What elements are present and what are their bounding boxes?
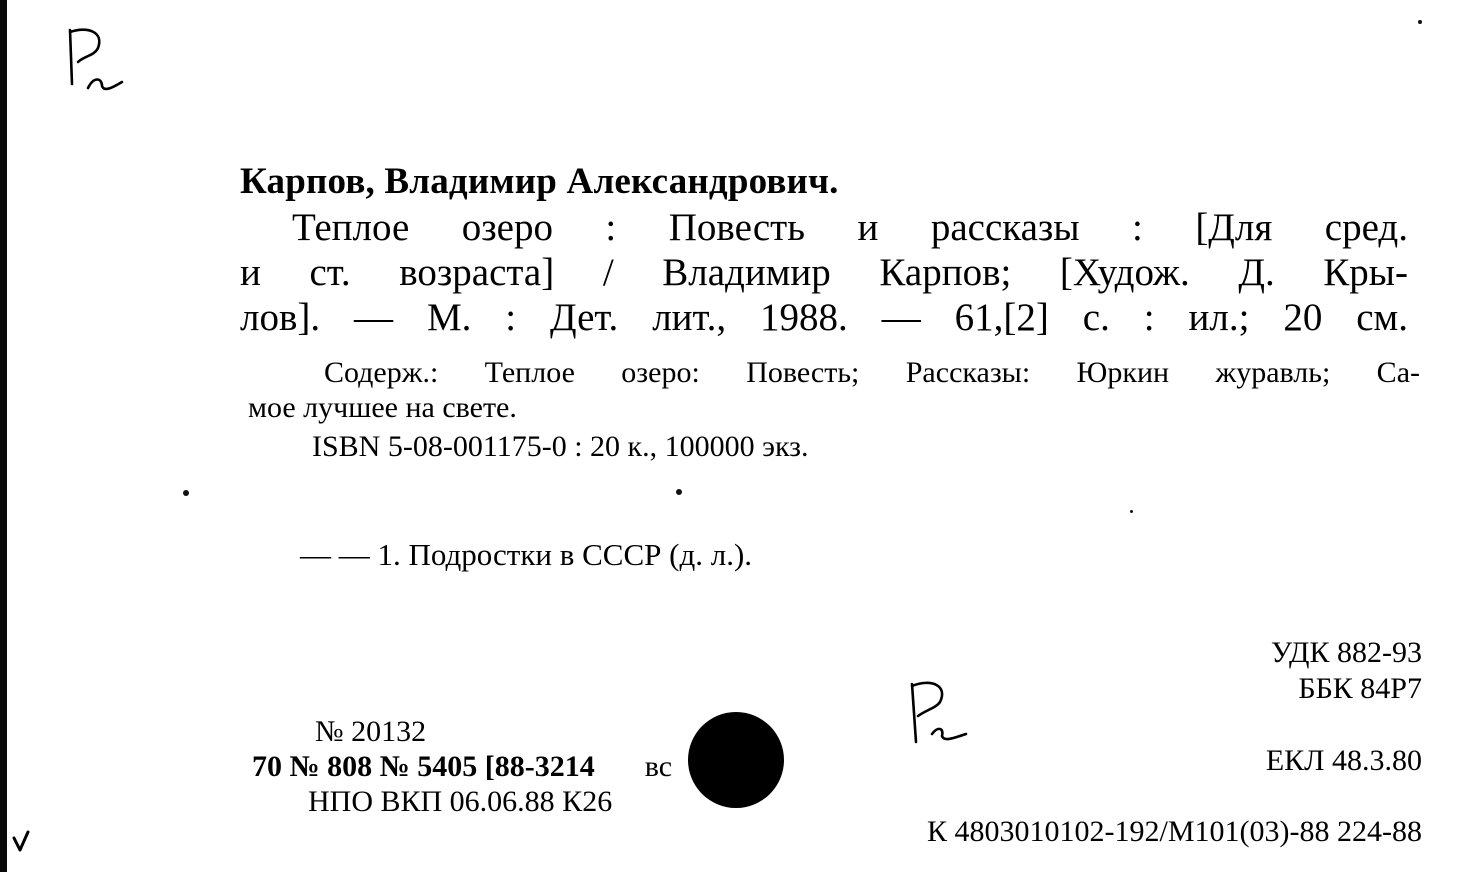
speck-dot	[1130, 510, 1133, 513]
ink-blot	[688, 712, 784, 808]
npo-line: НПО ВКП 06.06.88 К26	[308, 785, 613, 818]
publisher-code: К 4803010102-192/М101(03)-88 224-88	[927, 815, 1422, 848]
check-mark-icon	[10, 828, 32, 854]
contents-line: мое лучшее на свете.	[248, 391, 517, 424]
ekl-code: ЕКЛ 48.3.80	[1265, 744, 1422, 777]
card-left-edge	[0, 0, 7, 872]
handwritten-mark-top	[58, 22, 138, 102]
author-heading: Карпов, Владимир Александрович.	[240, 161, 839, 202]
classification-codes	[1266, 635, 1422, 779]
title-description	[240, 205, 1408, 340]
bbk-code: ББК 84Р7	[1298, 672, 1422, 705]
speck-dot	[676, 489, 682, 495]
order-number: № 20132	[315, 715, 427, 748]
description-line: Теплое озеро : Повесть и рассказы : [Для сред.	[292, 206, 1408, 249]
contents-note	[248, 355, 1420, 425]
speck-dot	[183, 490, 189, 496]
handwritten-mark-middle	[900, 672, 980, 752]
description-line: лов]. — М. : Дет. лит., 1988. — 61,[2] с. : ил.; 20 см.	[240, 296, 1408, 339]
print-run-line	[252, 750, 672, 784]
speck-dot	[1418, 20, 1422, 24]
isbn-line: ISBN 5-08-001175-0 : 20 к., 100000 экз.	[312, 430, 809, 463]
subject-heading: — — 1. Подростки в СССР (д. л.).	[300, 537, 753, 572]
print-run-suffix: вс	[644, 750, 673, 783]
udk-code: УДК 882-93	[1270, 636, 1422, 669]
contents-line: Содерж.: Теплое озеро: Повесть; Рассказы: Юркин журавль; Са-	[324, 356, 1420, 389]
description-line: и ст. возраста] / Владимир Карпов; [Худож. Д. Кры-	[240, 251, 1408, 294]
print-run-text: 70 № 808 № 5405 [88-3214	[252, 750, 595, 783]
